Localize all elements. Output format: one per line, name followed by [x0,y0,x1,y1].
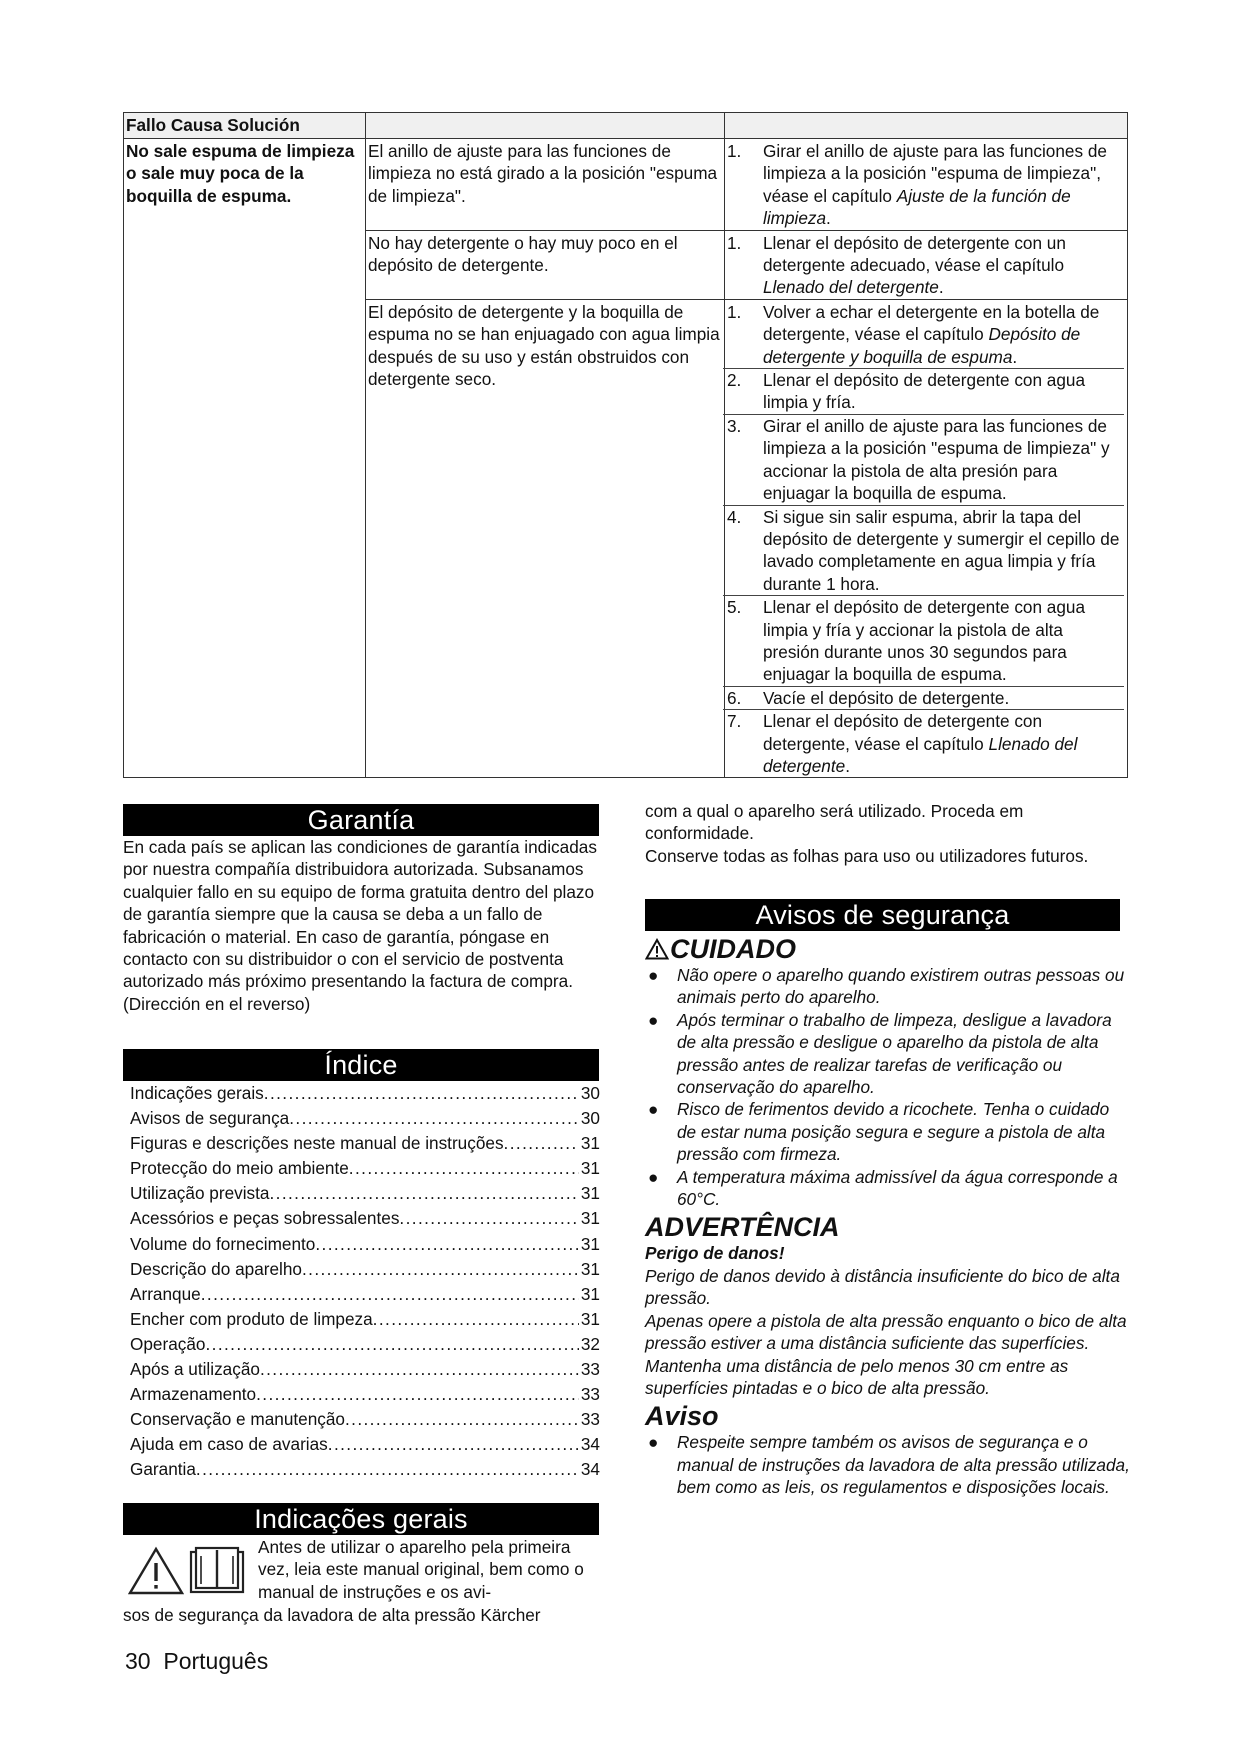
warning-triangle-icon [128,1546,184,1596]
cuidado-item: ● Risco de ferimentos devido a ricochete. Tenha o cuidado de estar numa posição segura e segure a pistola de alta pressão com firmeza. [648,1099,1110,1165]
manual-book-icon [189,1546,245,1596]
indicacoes-text-full: sos de segurança da lavadora de alta pressão Kärcher [123,1605,541,1625]
toc-entry[interactable]: Armazenamento ..... 33 [130,1382,600,1407]
indicacoes-text-wrapped: Antes de utilizar o aparelho pela primeira vez, leia este manual original, bem como o manual de instruções e os avi- [258,1537,584,1602]
perigo-line: Perigo de danos devido à distância insuficiente do bico de alta pressão. [645,1265,1120,1309]
table-header-empty [725,113,1128,139]
solution-step: 6. Vacíe el depósito de detergente. [723,686,1124,709]
indicacoes-continued-text: com a qual o aparelho será utilizado. Proceda em conformidade. [645,801,1024,844]
troubleshooting-table [123,112,1128,778]
cause-cell [366,299,725,778]
footer-language: Português [163,1648,269,1674]
bullet-icon: ● [648,965,659,985]
cause-cell [366,139,725,231]
toc-entry[interactable]: Encher com produto de limpeza ..... 31 [130,1307,600,1332]
bullet-icon: ● [648,1432,659,1453]
toc-entry[interactable]: Acessórios e peças sobressalentes ..... 31 [130,1206,600,1231]
page-number: 30 [125,1648,151,1674]
perigo-line: Mantenha uma distância de pelo menos 30 cm entre as superfícies pintadas e o bico de alta pressão. [645,1355,1069,1398]
safety-warnings [645,934,1130,1499]
toc-entry[interactable]: Utilização prevista ..... 31 [130,1181,600,1206]
solution-cell [725,299,1128,778]
page-footer [125,1648,268,1675]
cause-cell [366,230,725,299]
toc-entry[interactable]: Volume do fornecimento ..... 31 [130,1232,600,1257]
aviso-item: ● Respeite sempre também os avisos de segurança e o manual de instruções da lavadora de alta pressão utilizada, bem como as leis, os regulamentos e disposições locais. [648,1432,1130,1498]
toc-entry[interactable]: Garantia ..... 34 [130,1457,600,1482]
cuidado-item: ● A temperatura máxima admissível da água corresponde a 60°C. [648,1166,1118,1210]
bullet-icon: ● [648,1099,659,1120]
solution-step: 7. Llenar el depósito de detergente con detergente, véase el capítulo Llenado del detergente. [723,709,1124,777]
solution-step: 4. Si sigue sin salir espuma, abrir la tapa del depósito de detergente y sumergir el cepillo de lavado completamente en agua limpia y fría durante 1 hora. [723,505,1124,596]
caution-triangle-icon [645,938,669,960]
indicacoes-continued [645,800,1130,867]
fault-text: No sale espuma de limpieza o sale muy poca de la boquilla de espuma. [126,141,355,206]
cuidado-item: ● Não opere o aparelho quando existirem outras pessoas ou animais perto do aparelho. [648,965,1125,1008]
fault-cell [124,139,366,778]
toc-entry[interactable]: Avisos de segurança ..... 30 [130,1106,600,1131]
toc-entry[interactable]: Descrição do aparelho ..... 31 [130,1257,600,1282]
toc-entry[interactable]: Indicações gerais ..... 30 [130,1081,600,1106]
perigo-title: Perigo de danos! [645,1243,785,1264]
solution-cell [725,230,1128,299]
garantia-body: En cada país se aplican las condiciones de garantía indicadas por nuestra compañía distribuidora autorizada. Subsanamos cualquier fallo en su equipo de forma gratuita dentro del plazo de garantía siempre que la causa se deba a un fallo de fabricación o material. En caso de garantía, póngase en contacto con su distribuidor o con el servicio de postventa autorizado más próximo presentando la factura de compra. [123,837,597,992]
solution-step: 5. Llenar el depósito de detergente con agua limpia y fría y accionar la pistola de alta presión durante unos 30 segundos para enjuagar la boquilla de espuma. [723,595,1124,686]
cuidado-heading: CUIDADO [645,934,1130,964]
toc-entry[interactable]: Conservação e manutenção ..... 33 [130,1407,600,1432]
toc-entry[interactable]: Figuras e descrições neste manual de instruções ..... 31 [130,1131,600,1156]
avisos-heading: Avisos de segurança [645,899,1120,931]
garantia-heading: Garantía [123,804,599,836]
toc-entry[interactable]: Protecção do meio ambiente ..... 31 [130,1156,600,1181]
cause-text: El depósito de detergente y la boquilla de espuma no se han enjuagado con agua limpia después de su uso y están obstruidos con detergente seco. [368,301,720,390]
garantia-address: (Dirección en el reverso) [123,993,311,1014]
bullet-icon: ● [648,1009,659,1030]
perigo-line: Apenas opere a pistola de alta pressão enquanto o bico de alta pressão estiver a uma distância suficiente das superfícies. [645,1310,1127,1354]
table-header-empty [366,113,725,139]
advertencia-heading: ADVERTÊNCIA [645,1212,840,1243]
cause-text: El anillo de ajuste para las funciones de limpieza no está girado a la posición "espuma de limpieza". [368,141,718,206]
indicacoes-heading: Indicações gerais [123,1503,599,1535]
toc-entry[interactable]: Após a utilização ..... 33 [130,1357,600,1382]
aviso-heading: Aviso [645,1401,719,1432]
cause-text: No hay detergente o hay muy poco en el depósito de detergente. [368,232,678,276]
table-header: Fallo Causa Solución [124,113,366,139]
solution-step: 3. Girar el anillo de ajuste para las funciones de limpieza a la posición "espuma de limpieza" y accionar la pistola de alta presión para enjuagar la boquilla de espuma. [723,414,1124,505]
indicacoes-keep-text: Conserve todas as folhas para uso ou utilizadores futuros. [645,845,1089,866]
toc-entry[interactable]: Operação ..... 32 [130,1332,600,1357]
toc-entry[interactable]: Ajuda em caso de avarias ..... 34 [130,1432,600,1457]
solution-step: 1. Volver a echar el detergente en la botella de detergente, véase el capítulo Depósito de detergente y boquilla de espuma. [727,301,1100,367]
solution-step: 1. Girar el anillo de ajuste para las funciones de limpieza a la posición "espuma de limpieza", véase el capítulo Ajuste de la función de limpieza. [727,141,1107,229]
bullet-icon: ● [648,1166,659,1187]
cuidado-item: ● Após terminar o trabalho de limpeza, desligue a lavadora de alta pressão e desligue o aparelho da pistola de alta pressão antes de realizar tarefas de verificação ou conservação do aparelho. [648,1009,1112,1098]
toc-entry[interactable]: Arranque ..... 31 [130,1282,600,1307]
garantia-text [123,836,599,1015]
solution-cell [725,139,1128,231]
solution-step: 1. Llenar el depósito de detergente con un detergente adecuado, véase el capítulo Llenado del detergente. [727,232,1066,298]
solution-step: 2. Llenar el depósito de detergente con agua limpia y fría. [723,368,1124,414]
table-of-contents [130,1081,600,1483]
indice-heading: Índice [123,1049,599,1081]
